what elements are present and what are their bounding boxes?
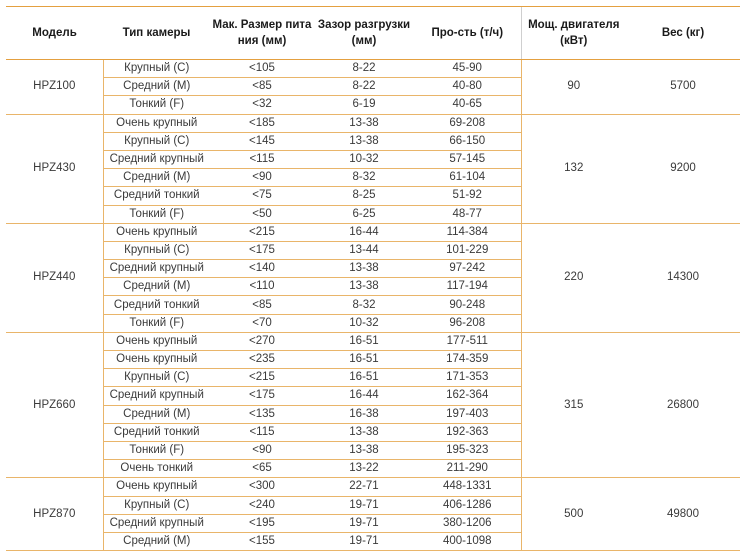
table-row — [6, 478, 740, 496]
header-weight: Вес (кг) — [626, 7, 740, 60]
feed-size-cell: <85 — [210, 296, 314, 314]
chamber-type-cell: Средний крупный — [103, 514, 210, 532]
discharge-gap-cell: 13-38 — [314, 260, 414, 278]
discharge-gap-cell: 16-51 — [314, 332, 414, 350]
feed-size-cell: <185 — [210, 114, 314, 132]
model-cell: HPZ430 — [6, 114, 103, 223]
feed-size-cell: <110 — [210, 278, 314, 296]
capacity-cell: 51-92 — [414, 187, 521, 205]
chamber-type-cell: Средний (M) — [103, 405, 210, 423]
chamber-type-cell: Очень крупный — [103, 478, 210, 496]
capacity-cell: 66-150 — [414, 132, 521, 150]
discharge-gap-cell: 13-38 — [314, 132, 414, 150]
capacity-cell: 61-104 — [414, 169, 521, 187]
discharge-gap-cell: 13-38 — [314, 441, 414, 459]
discharge-gap-cell: 13-38 — [314, 423, 414, 441]
capacity-cell: 101-229 — [414, 241, 521, 259]
motor-power-cell: 315 — [521, 332, 626, 478]
table-row — [6, 114, 740, 132]
header-row — [6, 7, 740, 60]
discharge-gap-cell: 6-25 — [314, 205, 414, 223]
capacity-cell: 448-1331 — [414, 478, 521, 496]
discharge-gap-cell: 13-38 — [314, 114, 414, 132]
discharge-gap-cell: 19-71 — [314, 514, 414, 532]
discharge-gap-cell: 8-32 — [314, 296, 414, 314]
feed-size-cell: <75 — [210, 187, 314, 205]
chamber-type-cell: Крупный (C) — [103, 241, 210, 259]
feed-size-cell: <175 — [210, 387, 314, 405]
discharge-gap-cell: 16-51 — [314, 369, 414, 387]
feed-size-cell: <105 — [210, 60, 314, 78]
chamber-type-cell: Средний крупный — [103, 260, 210, 278]
discharge-gap-cell: 8-22 — [314, 60, 414, 78]
header-chamber: Тип камеры — [103, 7, 210, 60]
table-row — [6, 332, 740, 350]
feed-size-cell: <65 — [210, 460, 314, 478]
capacity-cell: 174-359 — [414, 351, 521, 369]
capacity-cell: 162-364 — [414, 387, 521, 405]
discharge-gap-cell: 10-32 — [314, 314, 414, 332]
discharge-gap-cell: 22-71 — [314, 478, 414, 496]
chamber-type-cell: Тонкий (F) — [103, 314, 210, 332]
motor-power-cell: 90 — [521, 60, 626, 115]
chamber-type-cell: Крупный (C) — [103, 132, 210, 150]
capacity-cell: 40-65 — [414, 96, 521, 114]
feed-size-cell: <70 — [210, 314, 314, 332]
discharge-gap-cell: 6-19 — [314, 96, 414, 114]
discharge-gap-cell: 13-38 — [314, 278, 414, 296]
feed-size-cell: <50 — [210, 205, 314, 223]
feed-size-cell: <240 — [210, 496, 314, 514]
table-row — [6, 60, 740, 78]
header-discharge-gap: Зазор разгрузки (мм) — [314, 7, 414, 60]
feed-size-cell: <215 — [210, 369, 314, 387]
table-row — [6, 223, 740, 241]
header-motor-power: Мощ. двигателя (кВт) — [521, 7, 626, 60]
feed-size-cell: <270 — [210, 332, 314, 350]
feed-size-cell: <155 — [210, 532, 314, 550]
feed-size-cell: <90 — [210, 169, 314, 187]
feed-size-cell: <140 — [210, 260, 314, 278]
capacity-cell: 48-77 — [414, 205, 521, 223]
motor-power-cell: 220 — [521, 223, 626, 332]
feed-size-cell: <235 — [210, 351, 314, 369]
capacity-cell: 400-1098 — [414, 532, 521, 550]
discharge-gap-cell: 13-22 — [314, 460, 414, 478]
capacity-cell: 40-80 — [414, 78, 521, 96]
capacity-cell: 45-90 — [414, 60, 521, 78]
discharge-gap-cell: 16-44 — [314, 387, 414, 405]
capacity-cell: 195-323 — [414, 441, 521, 459]
capacity-cell: 211-290 — [414, 460, 521, 478]
table-header — [6, 7, 740, 60]
capacity-cell: 117-194 — [414, 278, 521, 296]
motor-power-cell: 132 — [521, 114, 626, 223]
table-body — [6, 60, 740, 551]
discharge-gap-cell: 10-32 — [314, 150, 414, 168]
chamber-type-cell: Крупный (C) — [103, 60, 210, 78]
feed-size-cell: <32 — [210, 96, 314, 114]
chamber-type-cell: Очень тонкий — [103, 460, 210, 478]
crusher-spec-table — [6, 6, 740, 551]
capacity-cell: 171-353 — [414, 369, 521, 387]
chamber-type-cell: Очень крупный — [103, 114, 210, 132]
capacity-cell: 197-403 — [414, 405, 521, 423]
feed-size-cell: <195 — [210, 514, 314, 532]
capacity-cell: 96-208 — [414, 314, 521, 332]
capacity-cell: 380-1206 — [414, 514, 521, 532]
capacity-cell: 69-208 — [414, 114, 521, 132]
chamber-type-cell: Тонкий (F) — [103, 205, 210, 223]
motor-power-cell: 500 — [521, 478, 626, 551]
feed-size-cell: <175 — [210, 241, 314, 259]
header-model: Модель — [6, 7, 103, 60]
discharge-gap-cell: 16-44 — [314, 223, 414, 241]
model-cell: HPZ440 — [6, 223, 103, 332]
feed-size-cell: <215 — [210, 223, 314, 241]
model-cell: HPZ870 — [6, 478, 103, 551]
chamber-type-cell: Очень крупный — [103, 332, 210, 350]
chamber-type-cell: Очень крупный — [103, 223, 210, 241]
feed-size-cell: <90 — [210, 441, 314, 459]
weight-cell: 26800 — [626, 332, 740, 478]
chamber-type-cell: Крупный (C) — [103, 369, 210, 387]
discharge-gap-cell: 16-38 — [314, 405, 414, 423]
model-cell: HPZ660 — [6, 332, 103, 478]
chamber-type-cell: Средний (M) — [103, 532, 210, 550]
chamber-type-cell: Очень крупный — [103, 351, 210, 369]
discharge-gap-cell: 8-25 — [314, 187, 414, 205]
discharge-gap-cell: 8-32 — [314, 169, 414, 187]
discharge-gap-cell: 16-51 — [314, 351, 414, 369]
capacity-cell: 177-511 — [414, 332, 521, 350]
header-feed-size: Мак. Размер пита ния (мм) — [210, 7, 314, 60]
feed-size-cell: <145 — [210, 132, 314, 150]
feed-size-cell: <300 — [210, 478, 314, 496]
model-cell: HPZ100 — [6, 60, 103, 115]
chamber-type-cell: Средний тонкий — [103, 423, 210, 441]
chamber-type-cell: Средний (M) — [103, 78, 210, 96]
weight-cell: 49800 — [626, 478, 740, 551]
chamber-type-cell: Средний крупный — [103, 150, 210, 168]
discharge-gap-cell: 13-44 — [314, 241, 414, 259]
capacity-cell: 192-363 — [414, 423, 521, 441]
weight-cell: 5700 — [626, 60, 740, 115]
capacity-cell: 90-248 — [414, 296, 521, 314]
chamber-type-cell: Тонкий (F) — [103, 96, 210, 114]
discharge-gap-cell: 19-71 — [314, 496, 414, 514]
chamber-type-cell: Средний тонкий — [103, 187, 210, 205]
feed-size-cell: <115 — [210, 423, 314, 441]
feed-size-cell: <85 — [210, 78, 314, 96]
chamber-type-cell: Средний тонкий — [103, 296, 210, 314]
weight-cell: 14300 — [626, 223, 740, 332]
chamber-type-cell: Средний крупный — [103, 387, 210, 405]
chamber-type-cell: Средний (M) — [103, 278, 210, 296]
discharge-gap-cell: 8-22 — [314, 78, 414, 96]
feed-size-cell: <115 — [210, 150, 314, 168]
header-capacity: Про-сть (т/ч) — [414, 7, 521, 60]
discharge-gap-cell: 19-71 — [314, 532, 414, 550]
chamber-type-cell: Крупный (C) — [103, 496, 210, 514]
weight-cell: 9200 — [626, 114, 740, 223]
capacity-cell: 97-242 — [414, 260, 521, 278]
feed-size-cell: <135 — [210, 405, 314, 423]
chamber-type-cell: Тонкий (F) — [103, 441, 210, 459]
capacity-cell: 114-384 — [414, 223, 521, 241]
capacity-cell: 57-145 — [414, 150, 521, 168]
capacity-cell: 406-1286 — [414, 496, 521, 514]
chamber-type-cell: Средний (M) — [103, 169, 210, 187]
